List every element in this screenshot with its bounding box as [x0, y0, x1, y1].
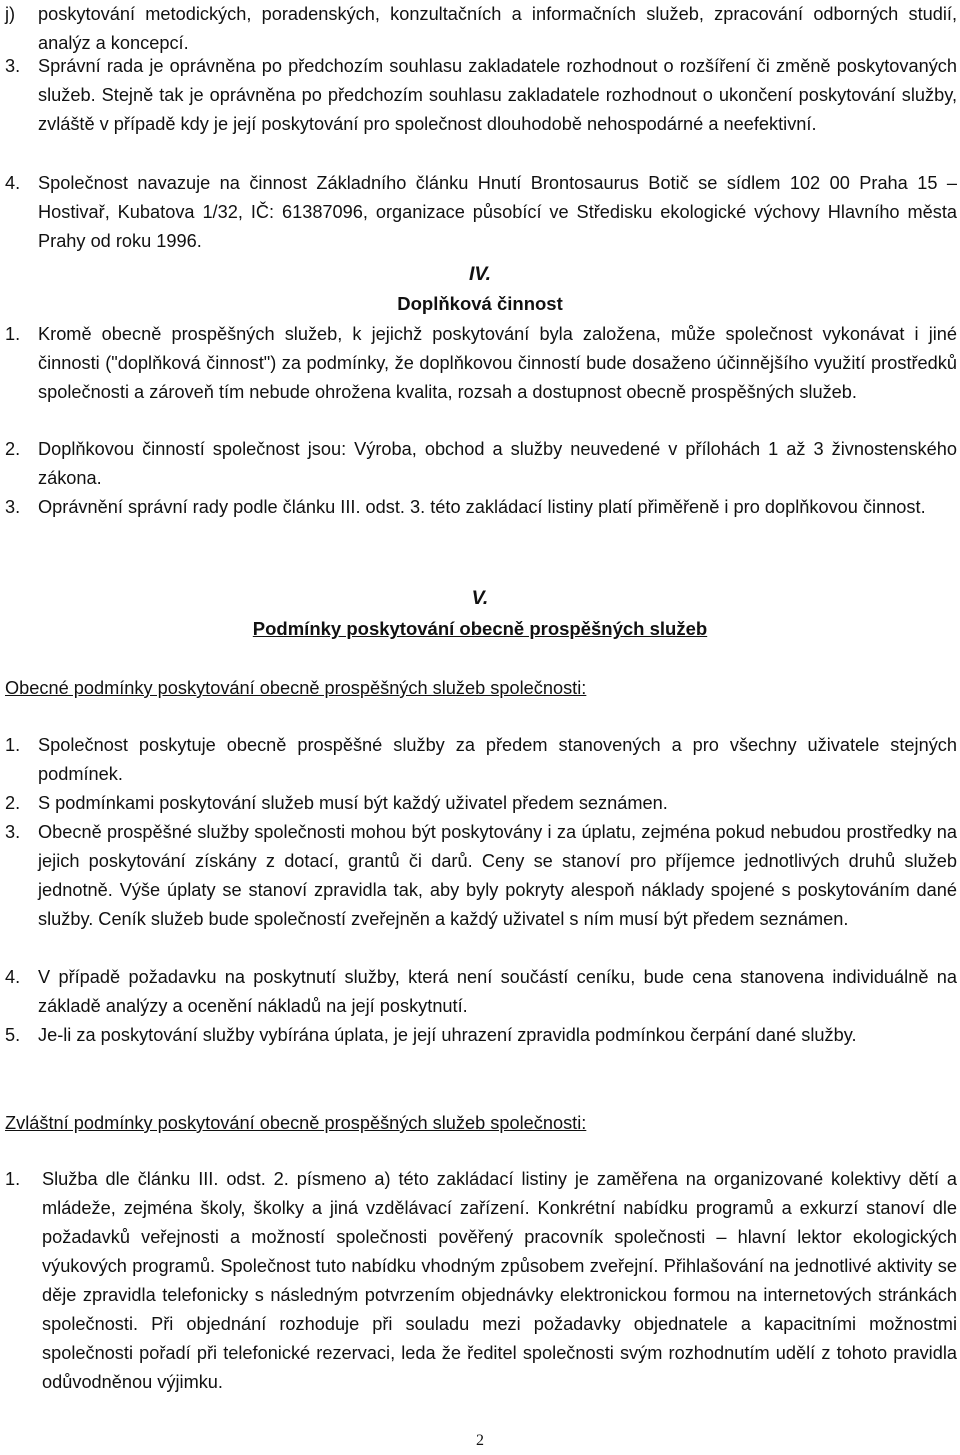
list-item-text: Kromě obecně prospěšných služeb, k jejichž poskytování byla založena, může společnost vykonávat i jiné činnosti ("doplňková činnost") za podmínky, že doplňkovou činností bude dosaženo účinnějšího využití prostředků společnosti a zároveň tím nebude ohrožena kvalita, rozsah a dostupnost obecně prospěšných služeb.: [38, 324, 957, 402]
list-item-v-1: [5, 731, 957, 789]
list-item-number: 3.: [5, 497, 21, 517]
list-item-iv-1: [5, 320, 957, 407]
section-v-title: [0, 615, 960, 643]
list-item-text: Společnost navazuje na činnost Základního článku Hnutí Brontosaurus Botič se sídlem 102 00 Praha 15 – Hostivař, Kubatova 1/32, IČ: 61387096, organizace působící ve Středisku ekologické výchovy Hlavního města Prahy od roku 1996.: [38, 173, 957, 251]
list-item-number: 2.: [5, 439, 21, 459]
special-conditions-heading: Zvláštní podmínky poskytování obecně prospěšných služeb společnosti:: [5, 1113, 587, 1133]
list-item-special-1: [5, 1165, 957, 1397]
list-item-number: 2.: [5, 793, 21, 813]
section-iv-title: Doplňková činnost: [397, 293, 563, 314]
list-item-v-2: [5, 789, 957, 818]
list-item-number: 3.: [5, 822, 21, 842]
list-item-iv-2: [5, 435, 957, 493]
list-item-text: Správní rada je oprávněna po předchozím souhlasu zakladatele rozhodnout o rozšíření či změně poskytovaných služeb. Stejně tak je oprávněna po předchozím souhlasu zakladatele rozhodnout o ukončení poskytování služby, zvláště v případě kdy je její poskytování pro společnost dlouhodobě nehospodárné a neefektivní.: [38, 56, 957, 134]
list-item-text: Služba dle článku III. odst. 2. písmeno a) této zakládací listiny je zaměřena na organizované kolektivy dětí a mládeže, zejména školy, školky a jiná vzdělávací zařízení. Konkrétní nabídku programů a exkurzí stanoví dle požadavků veřejnosti a možností společnosti pověřený pracovník společnosti – hlavní lektor ekologických výukových programů. Společnost tuto nabídku vhodným způsobem zveřejní. Přihlašování na jednotlivé aktivity se děje zpravidla telefonicky s následným potvrzením objednávky elektronickou formou na internetových stránkách společnosti. Při objednání rozhoduje při souladu mezi požadavky objednatele a kapacitními možnostmi společnosti pořadí při telefonické rezervaci, leda že ředitel společnosti svým rozhodnutím udělí z tohoto pravidla odůvodněnou výjimku.: [42, 1169, 957, 1392]
list-item-iv-3: [5, 493, 957, 522]
list-item-v-3: [5, 818, 957, 934]
page-number: 2: [476, 1432, 484, 1449]
general-conditions-heading: Obecné podmínky poskytování obecně prospěšných služeb společnosti:: [5, 678, 587, 698]
list-item-number: 4.: [5, 173, 21, 193]
list-item-number: j): [5, 4, 16, 24]
list-item-number: 4.: [5, 967, 21, 987]
section-v-title-text: Podmínky poskytování obecně prospěšných služeb: [252, 618, 708, 639]
list-item-number: 1.: [5, 1169, 21, 1189]
list-item-text: Oprávnění správní rady podle článku III. odst. 3. této zakládací listiny platí přiměřeně i pro doplňkovou činnost.: [38, 497, 926, 517]
list-item-v-4: [5, 963, 957, 1021]
list-item-text: Je-li za poskytování služby vybírána úplata, je její uhrazení zpravidla podmínkou čerpání dané služby.: [38, 1025, 857, 1045]
list-item-text: V případě požadavku na poskytnutí služby, která není součástí ceníku, bude cena stanovena individuálně na základě analýzy a ocenění nákladů na její poskytnutí.: [38, 967, 957, 1016]
list-item-text: S podmínkami poskytování služeb musí být každý uživatel předem seznámen.: [38, 793, 668, 813]
list-item-number: 5.: [5, 1025, 21, 1045]
list-item-text: Obecně prospěšné služby společnosti mohou být poskytovány i za úplatu, zejména pokud nebudou prostředky na jejich poskytování získány z dotací, grantů či darů. Ceny se stanoví pro příjemce jednotlivých druhů služeb jednotně. Výše úplaty se stanoví zpravidla tak, aby byly pokryty alespoň náklady spojené s poskytováním dané služby. Ceník služeb bude společností zveřejněn a každý uživatel s ním musí být předem seznámen.: [38, 822, 957, 929]
list-item-text: poskytování metodických, poradenských, konzultačních a informačních služeb, zpracování odborných studií, analýz a koncepcí.: [38, 4, 957, 53]
list-item-number: 1.: [5, 324, 21, 344]
list-item-j: [5, 0, 957, 58]
list-item-text: Doplňkovou činností společnost jsou: Výroba, obchod a služby neuvedené v přílohách 1 až 3 živnostenského zákona.: [38, 439, 957, 488]
list-item-text: Společnost poskytuje obecně prospěšné služby za předem stanovených a pro všechny uživatele stejných podmínek.: [38, 735, 957, 784]
list-item-3: [5, 52, 957, 139]
list-item-number: 3.: [5, 56, 21, 76]
list-item-v-5: [5, 1021, 957, 1050]
list-item-number: 1.: [5, 735, 21, 755]
section-iv-number: IV.: [468, 263, 492, 285]
section-v-number: V.: [471, 587, 489, 609]
list-item-4: [5, 169, 957, 256]
